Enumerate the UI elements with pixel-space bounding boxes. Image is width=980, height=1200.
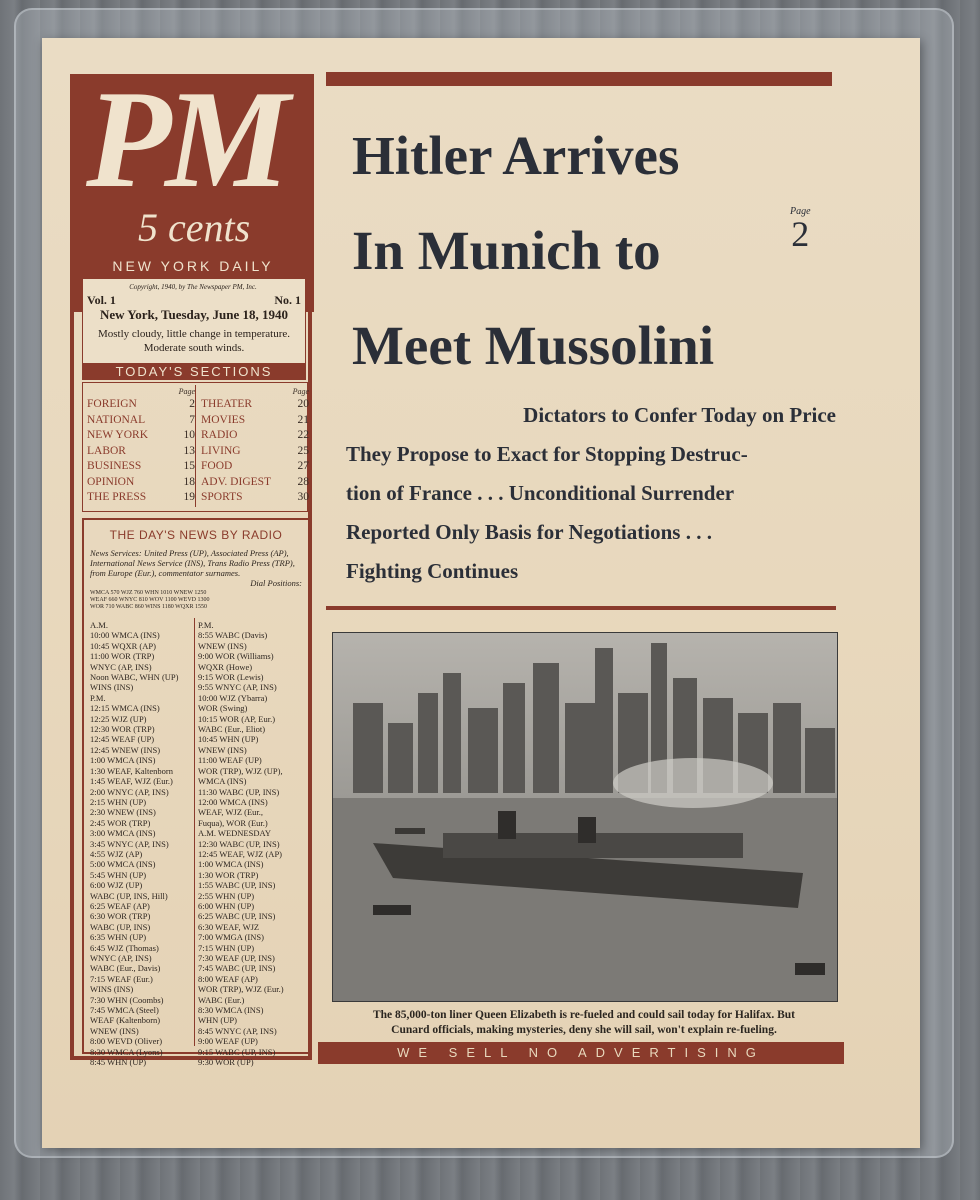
radio-listing: 6:35 WHN (UP) [90, 932, 147, 943]
dial-grid: WMCA 570 WJZ 760 WHN 1010 WNEW 1250 WEAF 660 WNYC 810 WOV 1100 WEVD 1300 WOR 710 WABC 860 WINS 1180 WQXR 1550 [90, 590, 210, 610]
page-header: Page [292, 387, 309, 396]
radio-listing: WABC (Eur., Davis) [90, 963, 161, 974]
radio-title: THE DAY'S NEWS BY RADIO [109, 528, 283, 542]
radio-listing: 9:55 WNYC (AP, INS) [198, 682, 277, 693]
radio-listing: 12:45 WNEW (INS) [90, 744, 161, 755]
radio-listing: 5:00 WMCA (INS) [90, 859, 156, 870]
issue-info [82, 278, 306, 364]
section-item: NEW YORK 10 [87, 429, 195, 441]
radio-listing: 11:00 WEAF (UP) [198, 755, 262, 766]
radio-listing: 8:30 WMCA (INS) [198, 1005, 264, 1016]
radio-listing: 2:15 WHN (UP) [90, 796, 147, 807]
section-item: RADIO 22 [201, 429, 309, 441]
page-reference: Page 2 [790, 206, 811, 254]
radio-listing: WNEW (INS) [90, 1025, 139, 1036]
radio-listing: 10:00 WJZ (Ybarra) [198, 692, 268, 703]
radio-listing: 9:15 WOR (Lewis) [198, 672, 264, 683]
radio-listing: P.M. [198, 620, 214, 630]
radio-listing: 8:45 WNYC (AP, INS) [198, 1025, 277, 1036]
radio-listing: 9:00 WEAF (UP) [198, 1036, 258, 1047]
radio-listing: 1:00 WMCA (INS) [198, 859, 264, 870]
radio-listing: WOR (Swing) [198, 703, 248, 714]
radio-listing: WABC (UP, INS) [90, 921, 151, 932]
headline-line: Meet Mussolini [352, 315, 715, 376]
sections-index [82, 382, 308, 512]
radio-listing: 8:55 WABC (Davis) [198, 630, 268, 641]
radio-listing: 1:45 WEAF, WJZ (Eur.) [90, 776, 173, 787]
radio-listing: WABC (UP, INS, Hill) [90, 890, 168, 901]
radio-listing: WINS (INS) [90, 984, 134, 995]
deck-line: Fighting Continues [346, 559, 519, 583]
headline [352, 108, 802, 393]
radio-listing: WHN (UP) [198, 1015, 237, 1026]
radio-listing: 3:00 WMCA (INS) [90, 828, 156, 839]
radio-listing: 10:45 WHN (UP) [198, 734, 259, 745]
sections-right-column [201, 387, 309, 506]
radio-listing: 6:25 WEAF (AP) [90, 900, 150, 911]
radio-listing: 6:25 WABC (UP, INS) [198, 911, 276, 922]
radio-listing: 7:15 WEAF (Eur.) [90, 973, 153, 984]
headline-line: Hitler Arrives [352, 125, 680, 186]
section-item: FOOD 27 [201, 460, 309, 472]
deck-line: tion of France . . . Unconditional Surrender [346, 481, 735, 505]
radio-list-right [198, 620, 302, 1067]
radio-listing: 1:30 WEAF, Kaltenborn [90, 765, 173, 776]
newspaper-page [42, 38, 920, 1148]
radio-listing: 11:30 WABC (UP, INS) [198, 786, 280, 797]
section-item: BUSINESS 15 [87, 460, 195, 472]
headline-line: In Munich to [352, 220, 661, 281]
radio-listing: 7:15 WHN (UP) [198, 942, 255, 953]
footer-banner: WE SELL NO ADVERTISING [318, 1042, 844, 1064]
radio-listing: WINS (INS) [90, 682, 134, 693]
radio-listing: 9:30 WOR (UP) [198, 1057, 254, 1068]
radio-divider [194, 618, 195, 1046]
radio-listing: A.M. WEDNESDAY [198, 828, 271, 839]
radio-listing: WEAF (Kaltenborn) [90, 1015, 161, 1026]
ship-photo [332, 632, 838, 1002]
radio-listing: 8:30 WMCA (Lyons) [90, 1046, 163, 1057]
radio-listing: WNYC (AP, INS) [90, 661, 152, 672]
radio-listing: 2:55 WHN (UP) [198, 890, 255, 901]
radio-listing: 6:30 WEAF, WJZ [198, 921, 260, 932]
radio-listing: 12:45 WEAF, WJZ (AP) [198, 848, 283, 859]
radio-listing: 1:00 WMCA (INS) [90, 755, 156, 766]
radio-listing: 7:45 WMCA (Steel) [90, 1005, 159, 1016]
radio-listing: 8:00 WEAF (AP) [198, 973, 258, 984]
volume: Vol. 1 [87, 293, 116, 307]
weather-line: Mostly cloudy, little change in temperature. [97, 328, 291, 340]
radio-listing: WABC (Eur.) [198, 994, 245, 1005]
issue-number: No. 1 [274, 293, 301, 307]
radio-listing: 9:15 WABC (UP, INS) [198, 1046, 276, 1057]
radio-listing: 2:30 WNEW (INS) [90, 807, 156, 818]
radio-listing: 9:00 WOR (Williams) [198, 651, 274, 662]
radio-listing: 12:15 WMCA (INS) [90, 703, 160, 714]
weather-line: Moderate south winds. [143, 342, 245, 354]
dial-label: Dial Positions: [250, 578, 302, 588]
radio-listing: 7:00 WMGA (INS) [198, 932, 264, 943]
radio-listing: WEAF, WJZ (Eur., [198, 807, 264, 818]
section-item: THE PRESS 19 [87, 491, 195, 503]
dateline: New York, Tuesday, June 18, 1940 [99, 307, 289, 322]
deck-line: Dictators to Confer Today on Price [523, 403, 836, 427]
radio-listing: 6:00 WHN (UP) [198, 900, 255, 911]
radio-listing: 1:55 WABC (UP, INS) [198, 880, 276, 891]
radio-listing: Fuqua), WOR (Eur.) [198, 817, 268, 828]
weather [83, 327, 305, 355]
radio-listing: 8:00 WEVD (Oliver) [90, 1036, 163, 1047]
photo-illustration [333, 633, 837, 1001]
radio-schedule [82, 518, 310, 1068]
section-item: MOVIES 21 [201, 413, 309, 426]
deck-line: Reported Only Basis for Negotiations . . . [346, 520, 712, 544]
radio-listing: 7:45 WABC (UP, INS) [198, 963, 276, 974]
radio-listing: 5:45 WHN (UP) [90, 869, 147, 880]
radio-listing: 6:30 WOR (TRP) [90, 911, 151, 922]
radio-listing: Noon WABC, WHN (UP) [90, 672, 179, 683]
radio-listing: WNEW (INS) [198, 744, 247, 755]
section-item: OPINION 18 [87, 475, 195, 488]
masthead [72, 62, 314, 312]
radio-listing: 3:45 WNYC (AP, INS) [90, 838, 169, 849]
sections-left-column [87, 387, 195, 506]
radio-listing: 7:30 WHN (Coombs) [90, 994, 164, 1005]
radio-listing: 12:00 WMCA (INS) [198, 796, 268, 807]
section-item: SPORTS 30 [201, 491, 309, 503]
section-item: THEATER 20 [201, 398, 309, 410]
radio-listing: 2:00 WNYC (AP, INS) [90, 786, 169, 797]
radio-listing: A.M. [90, 620, 108, 630]
radio-listing: WNEW (INS) [198, 640, 247, 651]
section-item: ADV. DIGEST 28 [201, 475, 309, 488]
radio-listing: 8:45 WHN (UP) [90, 1057, 147, 1068]
subheadline [346, 396, 836, 591]
section-item: FOREIGN 2 [87, 398, 195, 410]
radio-listing: 1:30 WOR (TRP) [198, 869, 259, 880]
page-header: Page [178, 387, 195, 396]
radio-listing: WABC (Eur., Eliot) [198, 724, 266, 735]
left-border [70, 74, 74, 1060]
radio-services: News Services: United Press (UP), Associated Press (AP), International News Service (INS), Trans Radio Press (TRP), from Europe (Eur.), commentator surnames. Dial Positions: [90, 548, 302, 588]
daily-label: NEW YORK DAILY [112, 258, 274, 274]
section-item: LABOR 13 [87, 444, 195, 457]
radio-listing: 4:55 WJZ (AP) [90, 848, 143, 859]
section-item: LIVING 25 [201, 444, 309, 457]
radio-listing: 6:45 WJZ (Thomas) [90, 942, 159, 953]
radio-listing: WNYC (AP, INS) [90, 953, 152, 963]
radio-listing: 12:30 WOR (TRP) [90, 724, 155, 735]
radio-listing: 12:30 WABC (UP, INS) [198, 838, 280, 849]
section-rule [326, 606, 836, 610]
radio-list-left [90, 620, 194, 1067]
radio-listing: WQXR (Howe) [198, 661, 253, 672]
sections-title: TODAY'S SECTIONS [82, 364, 306, 380]
radio-listing: WOR (TRP), WJZ (Eur.) [198, 984, 284, 995]
top-rule [326, 72, 832, 86]
radio-listing: 6:00 WJZ (UP) [90, 880, 143, 891]
radio-listing: WOR (TRP), WJZ (UP), [198, 765, 283, 776]
copyright: Copyright, 1940, by The Newspaper PM, Inc. [129, 283, 257, 291]
radio-listing: 2:45 WOR (TRP) [90, 817, 151, 828]
deck-line: They Propose to Exact for Stopping Destruc- [346, 442, 748, 466]
section-item: NATIONAL 7 [87, 413, 195, 426]
photo-caption: The 85,000-ton liner Queen Elizabeth is re-fueled and could sail today for Halifax. But Cunard officials, making mysteries, deny she will sail, won't explain re-fueling. [372, 1009, 795, 1036]
radio-listing: 10:00 WMCA (INS) [90, 630, 160, 641]
sections-divider [195, 385, 196, 507]
radio-listing: WMCA (INS) [198, 776, 247, 787]
logo: PM [86, 62, 284, 217]
radio-listing: 12:25 WJZ (UP) [90, 713, 147, 724]
radio-listing: 12:45 WEAF (UP) [90, 734, 155, 745]
price: 5 cents [138, 205, 251, 250]
radio-listing: 10:45 WQXR (AP) [90, 640, 156, 651]
radio-listing: P.M. [90, 692, 106, 703]
radio-listing: 11:00 WOR (TRP) [90, 651, 155, 662]
radio-listing: 7:30 WEAF (UP, INS) [198, 953, 275, 963]
radio-listing: 10:15 WOR (AP, Eur.) [198, 713, 276, 724]
